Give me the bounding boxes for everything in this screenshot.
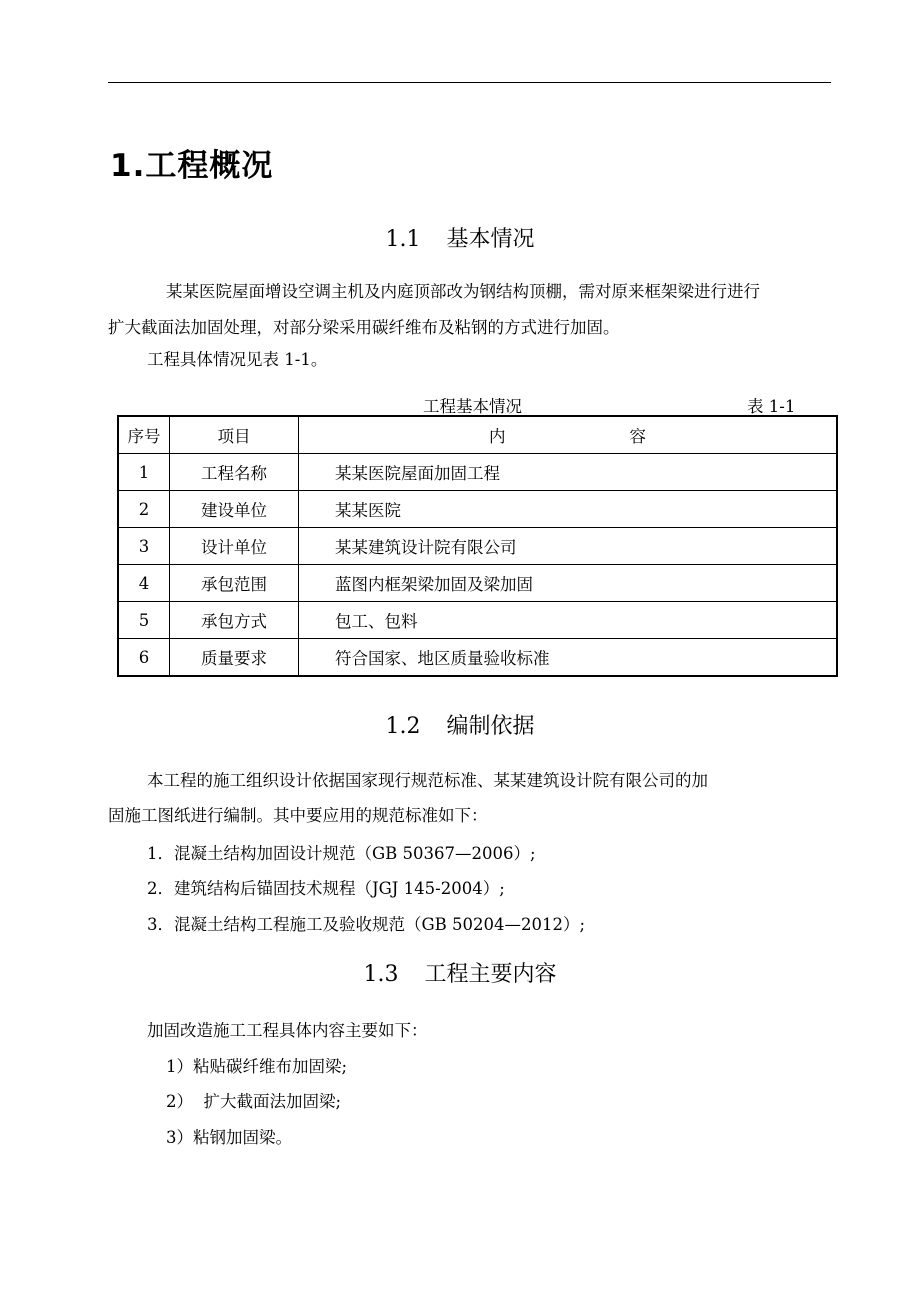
content-item: 2） 扩大截面法加固梁;	[166, 1092, 342, 1111]
row-content: 某某医院屋面加固工程	[299, 454, 838, 491]
paragraph-line: 某某医院屋面增设空调主机及内庭顶部改为钢结构顶棚，需对原来框架梁进行进行	[166, 282, 760, 301]
standard-item: 3．混凝土结构工程施工及验收规范（GB 50204—2012）;	[147, 915, 586, 934]
header-content	[299, 416, 838, 454]
row-item: 建设单位	[170, 491, 299, 528]
table-header-row	[118, 416, 837, 454]
paragraph-line: 加固改造施工工程具体内容主要如下：	[147, 1021, 428, 1040]
chapter-title: 1.工程概况	[110, 148, 274, 184]
section-heading: 基本情况	[446, 227, 535, 252]
row-item: 质量要求	[170, 639, 299, 677]
table-row	[118, 491, 837, 528]
row-item: 设计单位	[170, 528, 299, 565]
paragraph-line: 扩大截面法加固处理，对部分梁采用碳纤维布及粘钢的方式进行加固。	[108, 318, 620, 337]
header-content-a: 内	[489, 427, 506, 446]
project-info-table	[117, 415, 838, 677]
standard-item: 1．混凝土结构加固设计规范（GB 50367—2006）;	[147, 844, 536, 863]
section-heading: 工程主要内容	[424, 962, 557, 987]
table-row	[118, 602, 837, 639]
row-content: 包工、包料	[299, 602, 838, 639]
section-heading: 编制依据	[446, 714, 535, 739]
header-item: 项目	[170, 416, 299, 454]
header-no: 序号	[118, 416, 170, 454]
paragraph-line: 固施工图纸进行编制。其中要应用的规范标准如下：	[108, 806, 488, 825]
row-no: 4	[118, 565, 170, 602]
row-content: 某某医院	[299, 491, 838, 528]
row-no: 2	[118, 491, 170, 528]
row-no: 6	[118, 639, 170, 677]
content-item: 3）粘钢加固梁。	[166, 1128, 292, 1147]
section-title-1-3	[0, 957, 920, 988]
table-label: 表 1-1	[747, 397, 796, 416]
standard-item: 2．建筑结构后锚固技术规程（JGJ 145-2004）;	[147, 879, 505, 898]
table-caption: 工程基本情况	[423, 397, 522, 416]
section-number: 1.2	[385, 714, 421, 739]
table-row	[118, 528, 837, 565]
row-item: 工程名称	[170, 454, 299, 491]
content-item: 1）粘贴碳纤维布加固梁;	[166, 1057, 348, 1076]
row-item: 承包范围	[170, 565, 299, 602]
table-row	[118, 565, 837, 602]
section-number: 1.1	[385, 227, 421, 252]
header-content-b: 容	[629, 427, 646, 446]
paragraph-line: 本工程的施工组织设计依据国家现行规范标准、某某建筑设计院有限公司的加	[147, 771, 708, 790]
table-row	[118, 639, 837, 677]
table-row	[118, 454, 837, 491]
row-content: 蓝图内框架梁加固及梁加固	[299, 565, 838, 602]
row-item: 承包方式	[170, 602, 299, 639]
row-content: 某某建筑设计院有限公司	[299, 528, 838, 565]
row-no: 5	[118, 602, 170, 639]
header-rule	[108, 82, 831, 83]
section-title-1-1	[0, 222, 920, 253]
row-no: 1	[118, 454, 170, 491]
section-number: 1.3	[363, 962, 399, 987]
row-content: 符合国家、地区质量验收标准	[299, 639, 838, 677]
section-title-1-2	[0, 709, 920, 740]
row-no: 3	[118, 528, 170, 565]
paragraph-line: 工程具体情况见表 1-1。	[147, 350, 328, 369]
